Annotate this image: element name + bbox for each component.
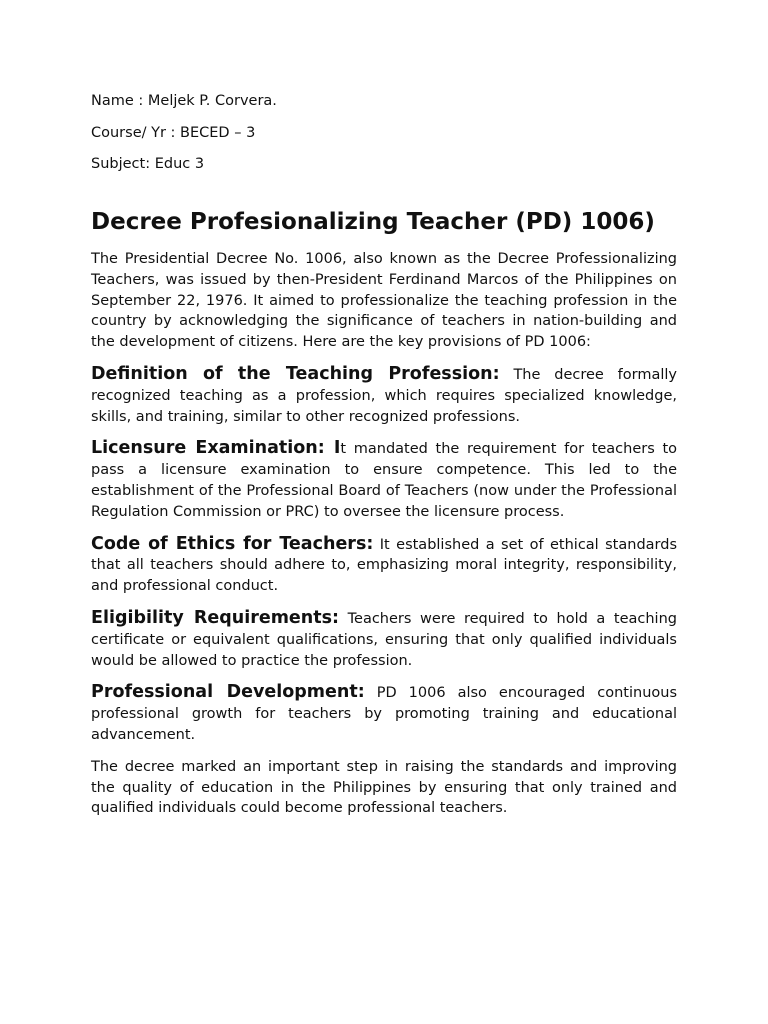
student-name: Name : Meljek P. Corvera.: [91, 93, 277, 109]
course-year: Course/ Yr : BECED – 3: [91, 124, 256, 141]
provision-text: PD 1006 also encouraged continuous professional growth for teachers by promoting training and educational advancement.: [91, 685, 677, 743]
provision-eligibility: [91, 608, 677, 671]
provision-heading: Licensure Examination: I: [91, 438, 341, 459]
provision-text: t mandated the requirement for teachers to pass a licensure examination to ensure competence. This led to the establishment of the Professional Board of Teachers (now under the Professional Regulation Commission or PRC) to oversee the licensure process.: [91, 441, 677, 520]
subject: Subject: Educ 3: [91, 156, 205, 172]
provision-definition: [91, 364, 677, 427]
provision-heading: Eligibility Requirements:: [91, 607, 340, 628]
provision-code-of-ethics: [91, 534, 677, 597]
document-title: Decree Profesionalizing Teacher (PD) 1006): [91, 209, 655, 235]
provision-professional-development: [91, 682, 677, 745]
provision-licensure: [91, 438, 677, 522]
provision-text: The decree formally recognized teaching as a profession, which requires specialized knowledge, skills, and training, similar to other recognized professions.: [91, 366, 677, 425]
document-page: [91, 91, 677, 830]
provision-text: It established a set of ethical standards that all teachers should adhere to, emphasizing moral integrity, responsibility, and professional conduct.: [91, 536, 677, 595]
provision-heading: Professional Development:: [91, 682, 365, 703]
provision-heading: Code of Ethics for Teachers:: [91, 533, 374, 554]
provision-heading: Definition of the Teaching Profession:: [91, 363, 500, 384]
conclusion-paragraph: The decree marked an important step in raising the standards and improving the quality of education in the Philippines by ensuring that only trained and qualified individuals could become professional teachers.: [91, 758, 677, 817]
provision-text: Teachers were required to hold a teaching certificate or equivalent qualifications, ensuring that only qualified individuals would be allowed to practice the profession.: [91, 610, 677, 669]
intro-paragraph: The Presidential Decree No. 1006, also known as the Decree Professionalizing Teachers, was issued by then-President Ferdinand Marcos of the Philippines on September 22, 1976. It aimed to professionalize the teaching profession in the country by acknowledging the significance of teachers in nation-building and the development of citizens. Here are the key provisions of PD 1006:: [91, 251, 677, 351]
